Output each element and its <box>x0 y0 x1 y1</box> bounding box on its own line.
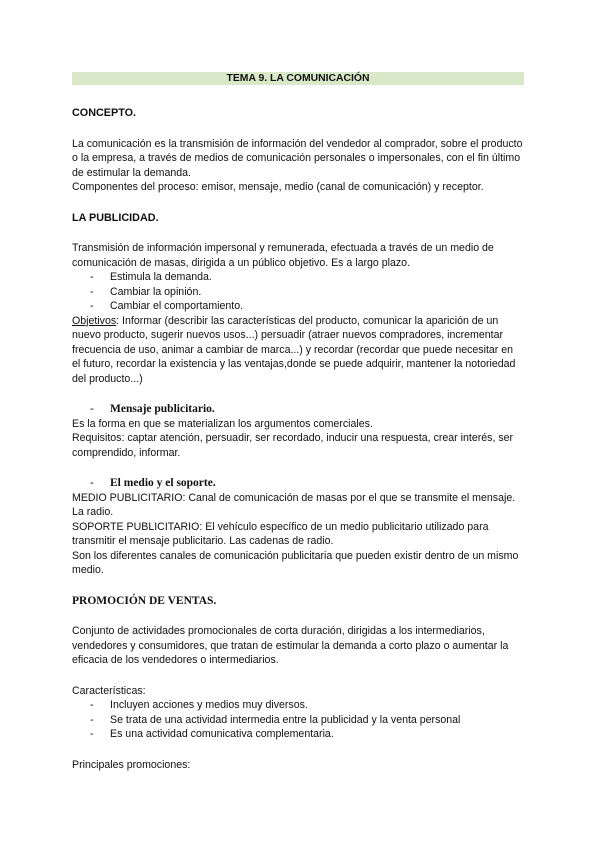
objetivos-paragraph <box>72 314 524 387</box>
list-item: - Cambiar la opinión. <box>72 285 524 300</box>
list-item: - Estimula la demanda. <box>72 270 524 285</box>
list-item: - Cambiar el comportamiento. <box>72 299 524 314</box>
promocion-paragraph: Conjunto de actividades promocionales de corta duración, dirigidas a los intermediarios, vendedores y consumidores, que tratan de estimular la demanda a corto plazo o aumentar la eficacia de los vendedores o intermediarios. <box>72 625 509 666</box>
document-title: TEMA 9. LA COMUNICACIÓN <box>72 72 524 85</box>
componentes-paragraph: Componentes del proceso: emisor, mensaje, medio (canal de comunicación) y receptor. <box>72 181 484 193</box>
document-page <box>72 72 524 772</box>
canales-paragraph: Son los diferentes canales de comunicación publicitaria que pueden existir dentro de un mismo medio. <box>72 549 519 576</box>
list-item: - Incluyen acciones y medios muy diversos. <box>72 698 524 713</box>
principales-label: Principales promociones: <box>72 758 191 771</box>
list-item: - Es una actividad comunicativa complementaria. <box>72 727 524 742</box>
soporte-paragraph: SOPORTE PUBLICITARIO: El vehículo específico de un medio publicitario utilizado para transmitir el mensaje publicitario. Las cadenas de radio. <box>72 520 489 547</box>
medio-paragraph: MEDIO PUBLICITARIO: Canal de comunicación de masas por el que se transmite el mensaje. La radio. <box>72 491 516 518</box>
heading-publicidad: LA PUBLICIDAD. <box>72 211 159 224</box>
heading-promocion: PROMOCIÓN DE VENTAS. <box>72 594 217 607</box>
caracteristicas-label: Características: <box>72 684 146 697</box>
mensaje-heading: - Mensaje publicitario. <box>72 402 524 417</box>
mensaje-paragraph: Es la forma en que se materializan los argumentos comerciales. <box>72 417 373 430</box>
list-item: - Se trata de una actividad intermedia entre la publicidad y la venta personal <box>72 713 524 728</box>
concepto-paragraph: La comunicación es la transmisión de información del vendedor al comprador, sobre el producto o la empresa, a través de medios de comunicación personales o impersonales, con el fin último de estimular la demanda. <box>72 137 523 179</box>
requisitos-paragraph: Requisitos: captar atención, persuadir, ser recordado, inducir una respuesta, crear interés, ser comprendido, informar. <box>72 432 514 459</box>
caracteristicas-list <box>72 698 524 742</box>
objetivos-label: Objetivos <box>72 314 117 327</box>
publicidad-list <box>72 270 524 314</box>
medio-heading: - El medio y el soporte. <box>72 476 524 491</box>
heading-concepto: CONCEPTO. <box>72 107 136 119</box>
publicidad-paragraph: Transmisión de información impersonal y remunerada, efectuada a través de un medio de comunicación de masas, dirigida a un público objetivo. Es a largo plazo. <box>72 242 494 269</box>
objetivos-text: : Informar (describir las características del producto, comunicar la aparición de un nuevo producto, sugerir nuevos usos...) persuadir (atraer nuevos compradores, incrementar frecuencia de uso, animar a cambiar de marca...) y recordar (recordar que puede necesitar en el futuro, recordar la existencia y las ventajas,donde se puede adquirir, mantener la notoriedad del producto...) <box>72 314 516 385</box>
